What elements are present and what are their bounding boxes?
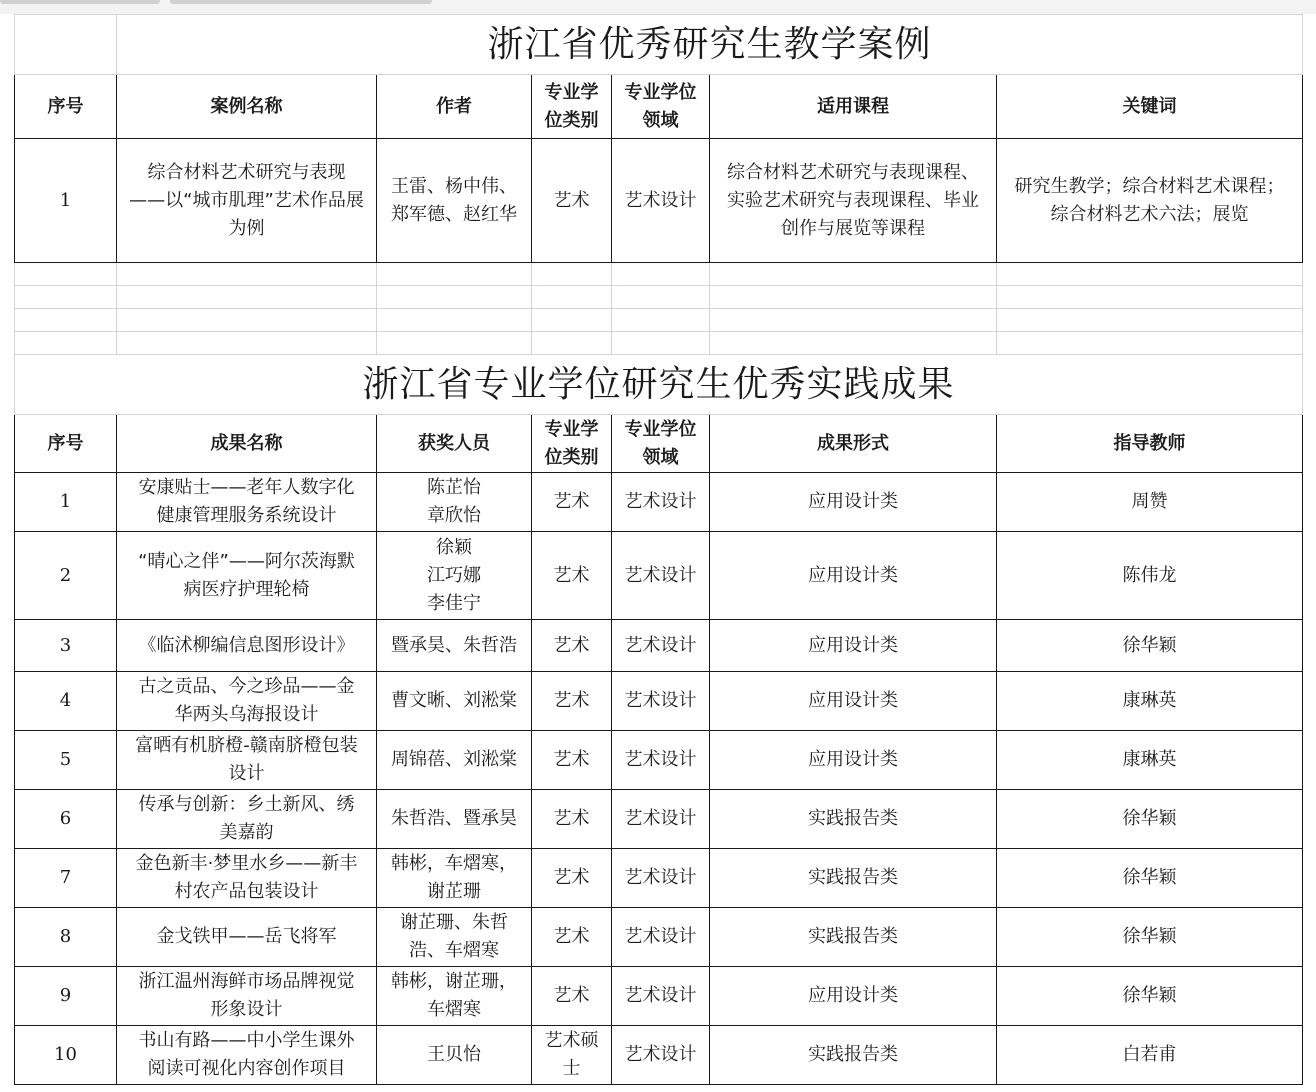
empty-cell — [997, 263, 1303, 286]
empty-cell — [15, 263, 117, 286]
cell-result-name-line: 金戈铁甲——岳飞将军 — [156, 926, 337, 947]
header-course: 适用课程 — [710, 75, 997, 139]
cell-form: 实践报告类 — [710, 790, 997, 849]
case-title-row — [15, 15, 1303, 75]
cell-result-name — [117, 908, 377, 967]
empty-cell — [15, 286, 117, 309]
cell-author-line: 王雷、杨中伟、 — [391, 175, 517, 197]
cell-field: 艺术设计 — [612, 790, 710, 849]
empty-cell — [117, 309, 377, 332]
cell-category — [532, 849, 612, 908]
header-case-name: 案例名称 — [117, 75, 377, 139]
cell-teacher: 徐华颖 — [997, 908, 1303, 967]
cell-members-line: 暨承昊、朱哲浩 — [391, 634, 517, 656]
empty-cell — [710, 332, 997, 355]
cell-no: 1 — [15, 473, 117, 532]
cell-members-line: 章欣怡 — [427, 505, 481, 526]
cell-members-line: 车熠寒 — [427, 999, 481, 1020]
cell-category — [532, 790, 612, 849]
cell-members — [377, 672, 532, 731]
cell-keywords-line: 研究生教学；综合材料艺术课程； — [1014, 175, 1285, 197]
header-category-line: 专业学 — [544, 81, 599, 103]
cell-members-line: 谢芷珊、朱哲 — [400, 912, 508, 933]
header-result-name: 成果名称 — [117, 415, 377, 473]
empty-row — [15, 286, 1303, 309]
empty-row — [15, 263, 1303, 286]
cell-field: 艺术设计 — [612, 620, 710, 672]
cell-category — [532, 1026, 612, 1085]
empty-cell — [117, 286, 377, 309]
cell-members — [377, 849, 532, 908]
cell-result-name-line: 美嘉韵 — [219, 822, 274, 843]
cell-result-name — [117, 532, 377, 620]
cell-members-line: 谢芷珊 — [427, 881, 481, 902]
cell-category-line: 艺术 — [553, 926, 590, 947]
header-field-line: 专业学位 — [624, 418, 697, 440]
cell-result-name — [117, 672, 377, 731]
cell-case-name-line: 为例 — [228, 217, 265, 239]
header-category — [532, 75, 612, 139]
practice-row — [15, 532, 1303, 620]
cell-field: 艺术设计 — [612, 473, 710, 532]
cell-category — [532, 967, 612, 1026]
cell-result-name-line: 健康管理服务系统设计 — [156, 505, 337, 526]
cell-members — [377, 731, 532, 790]
cell-teacher: 康琳英 — [997, 731, 1303, 790]
cell-result-name-line: 富晒有机脐橙-赣南脐橙包装 — [135, 735, 358, 756]
cell-result-name — [117, 849, 377, 908]
empty-row — [15, 309, 1303, 332]
cell-result-name-line: 书山有路——中小学生课外 — [138, 1030, 355, 1051]
cell-teacher: 徐华颖 — [997, 967, 1303, 1026]
cell-category — [532, 532, 612, 620]
awards-table — [14, 14, 1303, 1085]
cell-members — [377, 967, 532, 1026]
cell-category-line: 艺术硕 — [544, 1030, 599, 1051]
cell-result-name-line: 古之贡品、今之珍品——金 — [138, 676, 355, 697]
cell-members-line: 曹文晰、刘淞棠 — [391, 690, 517, 711]
header-category-line: 专业学 — [544, 418, 599, 440]
practice-row — [15, 473, 1303, 532]
cell-no: 6 — [15, 790, 117, 849]
cell-result-name-line: 阅读可视化内容创作项目 — [147, 1058, 346, 1079]
empty-cell — [117, 332, 377, 355]
empty-cell — [612, 286, 710, 309]
empty-row — [15, 332, 1303, 355]
cell-keywords — [997, 139, 1303, 263]
cell-category-line: 艺术 — [553, 690, 590, 711]
cell-result-name-line: 病医疗护理轮椅 — [183, 578, 310, 600]
header-field — [612, 415, 710, 473]
practice-row — [15, 967, 1303, 1026]
cell-no: 9 — [15, 967, 117, 1026]
header-teacher: 指导教师 — [997, 415, 1303, 473]
cell-result-name-line: 传承与创新：乡土新风、绣 — [138, 794, 355, 815]
cell-teacher: 白若甫 — [997, 1026, 1303, 1085]
header-field — [612, 75, 710, 139]
cell-field: 艺术设计 — [612, 139, 710, 263]
sheet-tab[interactable] — [0, 0, 160, 4]
header-no: 序号 — [15, 75, 117, 139]
practice-title-row — [15, 355, 1303, 415]
cell-result-name-line: 形象设计 — [210, 999, 283, 1020]
cell-no: 8 — [15, 908, 117, 967]
cell-category — [532, 731, 612, 790]
empty-cell — [377, 309, 532, 332]
header-field-line: 领域 — [642, 109, 679, 131]
sheet-tab[interactable] — [170, 0, 432, 4]
cell-category — [532, 473, 612, 532]
cell-members-line: 韩彬，车熠寒， — [391, 853, 517, 874]
case-row — [15, 139, 1303, 263]
cell-members-line: 浩、车熠寒 — [409, 940, 499, 961]
cell-teacher: 徐华颖 — [997, 849, 1303, 908]
cell-members — [377, 620, 532, 672]
cell-form: 应用设计类 — [710, 473, 997, 532]
cell-members-line: 徐颖 — [436, 536, 472, 558]
cell-members-line: 朱哲浩、暨承昊 — [391, 808, 517, 829]
spreadsheet — [14, 14, 1302, 1085]
empty-cell — [377, 286, 532, 309]
cell-teacher: 陈伟龙 — [997, 532, 1303, 620]
cell-category-line: 艺术 — [553, 867, 590, 888]
cell-field: 艺术设计 — [612, 672, 710, 731]
cell-members-line: 韩彬，谢芷珊， — [391, 971, 517, 992]
cell-no: 2 — [15, 532, 117, 620]
cell-result-name-line: 《临沭柳编信息图形设计》 — [138, 634, 355, 656]
cell-members — [377, 908, 532, 967]
practice-row — [15, 620, 1303, 672]
cell-keywords-line: 综合材料艺术六法；展览 — [1050, 203, 1249, 225]
cell-members-line: 陈芷怡 — [427, 477, 481, 498]
header-field-line: 领域 — [642, 446, 679, 468]
cell-result-name-line: 金色新丰·梦里水乡——新丰 — [135, 853, 358, 874]
cell-course-line: 创作与展览等课程 — [781, 217, 925, 239]
cell-form: 应用设计类 — [710, 672, 997, 731]
practice-section-title: 浙江省专业学位研究生优秀实践成果 — [15, 355, 1303, 415]
cell-category-line: 士 — [562, 1058, 581, 1079]
cell-category-line: 艺术 — [553, 808, 590, 829]
cell-result-name-line: 安康贴士——老年人数字化 — [138, 477, 355, 498]
cell-field: 艺术设计 — [612, 849, 710, 908]
empty-cell — [532, 309, 612, 332]
cell-field: 艺术设计 — [612, 908, 710, 967]
cell-no: 1 — [15, 139, 117, 263]
empty-cell — [997, 286, 1303, 309]
case-section-title: 浙江省优秀研究生教学案例 — [117, 15, 1303, 75]
case-header-row — [15, 75, 1303, 139]
cell-field: 艺术设计 — [612, 731, 710, 790]
cell-result-name — [117, 731, 377, 790]
empty-cell — [710, 263, 997, 286]
cell-form: 应用设计类 — [710, 731, 997, 790]
cell-case-name-line: 综合材料艺术研究与表现 — [147, 161, 346, 183]
header-keywords: 关键词 — [997, 75, 1303, 139]
cell-result-name — [117, 473, 377, 532]
empty-cell — [15, 332, 117, 355]
cell-course-line: 实验艺术研究与表现课程、毕业 — [727, 189, 979, 211]
title-row-blank — [15, 15, 117, 75]
cell-field: 艺术设计 — [612, 967, 710, 1026]
cell-form: 应用设计类 — [710, 620, 997, 672]
header-category — [532, 415, 612, 473]
cell-result-name — [117, 1026, 377, 1085]
cell-category-line: 艺术 — [553, 634, 590, 656]
practice-row — [15, 849, 1303, 908]
cell-result-name — [117, 620, 377, 672]
header-field-line: 专业学位 — [624, 81, 697, 103]
cell-members — [377, 532, 532, 620]
cell-no: 7 — [15, 849, 117, 908]
header-category-line: 位类别 — [544, 109, 599, 131]
cell-teacher: 徐华颖 — [997, 620, 1303, 672]
cell-author — [377, 139, 532, 263]
practice-header-row — [15, 415, 1303, 473]
cell-case-name — [117, 139, 377, 263]
cell-result-name-line: 华两头乌海报设计 — [174, 704, 319, 725]
empty-cell — [377, 332, 532, 355]
cell-category-line: 艺术 — [553, 985, 590, 1006]
cell-result-name — [117, 790, 377, 849]
cell-category — [532, 620, 612, 672]
cell-members — [377, 473, 532, 532]
empty-cell — [377, 263, 532, 286]
practice-row — [15, 1026, 1303, 1085]
cell-author-line: 郑军德、赵红华 — [391, 203, 517, 225]
empty-cell — [612, 309, 710, 332]
cell-members — [377, 790, 532, 849]
cell-members-line: 周锦蓓、刘淞棠 — [391, 749, 517, 770]
cell-teacher: 徐华颖 — [997, 790, 1303, 849]
cell-no: 4 — [15, 672, 117, 731]
empty-cell — [532, 286, 612, 309]
cell-result-name-line: 浙江温州海鲜市场品牌视觉 — [138, 971, 355, 992]
practice-row — [15, 672, 1303, 731]
cell-category-line: 艺术 — [553, 749, 590, 770]
cell-result-name — [117, 967, 377, 1026]
cell-form: 实践报告类 — [710, 849, 997, 908]
cell-teacher: 康琳英 — [997, 672, 1303, 731]
empty-cell — [532, 332, 612, 355]
empty-cell — [997, 309, 1303, 332]
cell-teacher: 周赞 — [997, 473, 1303, 532]
practice-row — [15, 731, 1303, 790]
cell-case-name-line: ——以“城市肌理”艺术作品展 — [129, 189, 364, 211]
empty-cell — [710, 286, 997, 309]
cell-field: 艺术设计 — [612, 532, 710, 620]
empty-cell — [612, 332, 710, 355]
empty-cell — [15, 309, 117, 332]
header-members: 获奖人员 — [377, 415, 532, 473]
cell-result-name-line: 设计 — [228, 763, 265, 784]
cell-form: 实践报告类 — [710, 1026, 997, 1085]
cell-course — [710, 139, 997, 263]
practice-row — [15, 790, 1303, 849]
cell-category-line: 艺术 — [553, 564, 590, 586]
cell-field: 艺术设计 — [612, 1026, 710, 1085]
cell-form: 实践报告类 — [710, 908, 997, 967]
empty-cell — [117, 263, 377, 286]
practice-row — [15, 908, 1303, 967]
header-author: 作者 — [377, 75, 532, 139]
cell-form: 应用设计类 — [710, 532, 997, 620]
cell-no: 3 — [15, 620, 117, 672]
empty-cell — [532, 263, 612, 286]
empty-cell — [710, 309, 997, 332]
cell-members-line: 王贝怡 — [427, 1044, 481, 1065]
cell-course-line: 综合材料艺术研究与表现课程、 — [727, 161, 979, 183]
cell-category: 艺术 — [532, 139, 612, 263]
empty-cell — [612, 263, 710, 286]
cell-no: 5 — [15, 731, 117, 790]
cell-members-line: 李佳宁 — [427, 592, 481, 614]
empty-cell — [997, 332, 1303, 355]
window-top-strip — [0, 0, 1316, 14]
cell-result-name-line: “晴心之伴”——阿尔茨海默 — [138, 550, 355, 572]
header-form: 成果形式 — [710, 415, 997, 473]
cell-members-line: 江巧娜 — [427, 564, 481, 586]
header-no: 序号 — [15, 415, 117, 473]
header-category-line: 位类别 — [544, 446, 599, 468]
cell-category — [532, 908, 612, 967]
cell-form: 应用设计类 — [710, 967, 997, 1026]
cell-members — [377, 1026, 532, 1085]
cell-result-name-line: 村农产品包装设计 — [174, 881, 319, 902]
cell-category — [532, 672, 612, 731]
cell-no: 10 — [15, 1026, 117, 1085]
cell-category-line: 艺术 — [553, 491, 590, 512]
